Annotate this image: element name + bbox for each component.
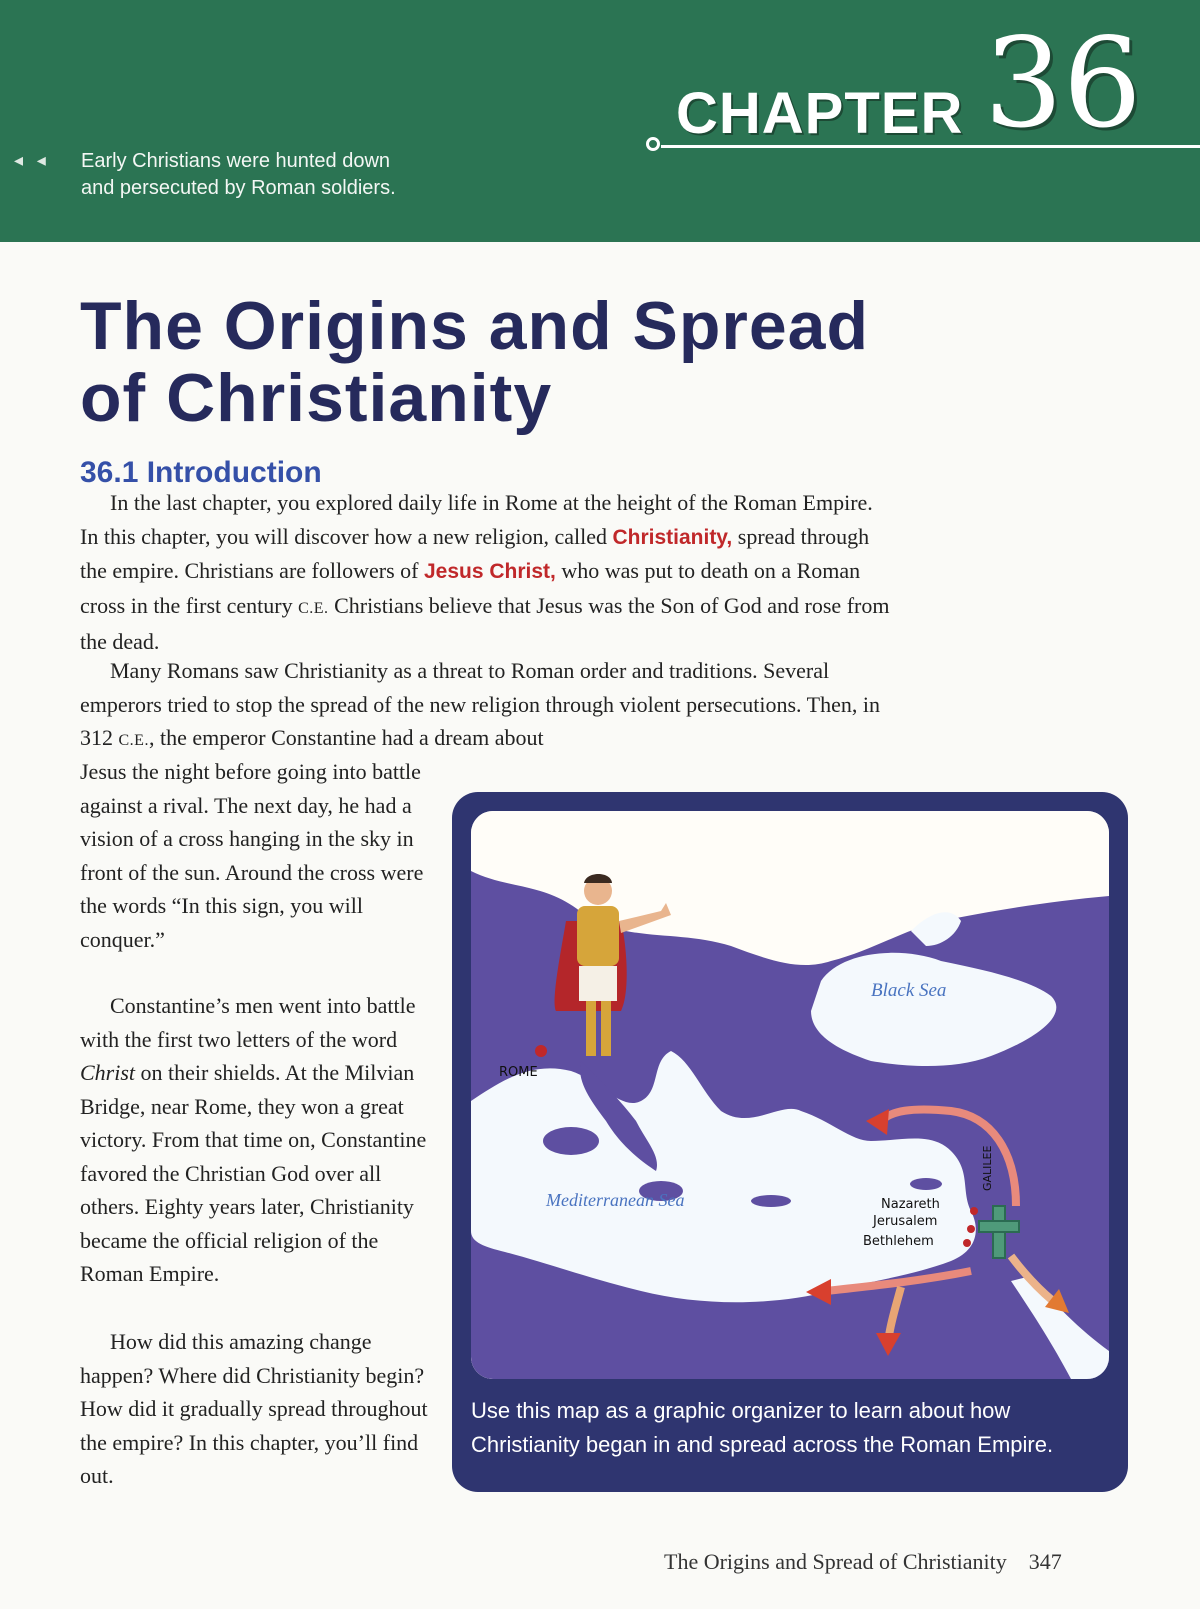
italic-word-christ: Christ <box>80 1060 136 1085</box>
header-caption-line: and persecuted by Roman soldiers. <box>81 177 396 199</box>
text-run: Constantine’s men went into battle with the first two letters of the word <box>80 993 416 1052</box>
intro-paragraph-3 <box>80 989 430 1291</box>
map-island-cyprus <box>910 1178 942 1190</box>
map-label-rome: ROME <box>499 1065 538 1080</box>
footer-title: The Origins and Spread of Christianity <box>664 1549 1007 1574</box>
section-heading: 36.1 Introduction <box>80 456 322 489</box>
intro-paragraph-4: How did this amazing change happen? Where did Christianity begin? How did it gradually spread throughout the empire? In this chapter, you’ll find out. <box>80 1329 428 1488</box>
bethlehem-marker <box>963 1239 971 1247</box>
map-label-black-sea: Black Sea <box>871 980 947 1001</box>
map-island-crete <box>751 1195 791 1207</box>
map-label-jerusalem: Jerusalem <box>873 1214 938 1229</box>
chapter-number: 36 <box>984 12 1142 156</box>
jerusalem-marker <box>967 1225 975 1233</box>
key-term-jesus-christ: Jesus Christ, <box>423 560 556 583</box>
text-run: Many Romans saw Christianity as a threat to Roman order and traditions. Several emperors tried to stop the spread of the new religion through violent persecutions. Then, in 312 <box>80 658 880 750</box>
text-run: Christians believe that Jesus was the Son of God and rose from the dead. <box>80 592 890 654</box>
chapter-header-band <box>0 0 1200 242</box>
text-run: on their shields. At the Milvian Bridge, near Rome, they won a great victory. From that time on, Constantine favored the Christian God over all others. Eighty years later, Christianity became the official religion of the Roman Empire. <box>80 1060 427 1286</box>
map-graphic-organizer <box>452 792 1128 1492</box>
map-caption: Use this map as a graphic organizer to learn about how Christianity began in and spread across the Roman Empire. <box>471 1398 1054 1457</box>
header-photo-caption <box>81 148 501 202</box>
map-label-galilee: GALILEE <box>981 1145 994 1191</box>
page-number: 347 <box>1028 1549 1062 1574</box>
page-title <box>80 290 980 434</box>
text-run: In the last chapter, you explored daily life in Rome at the height of the Roman Empire. In this chapter, you will discover how a new religion, called <box>80 490 873 549</box>
intro-paragraph-2 <box>80 654 890 758</box>
map-label-nazareth: Nazareth <box>881 1197 940 1212</box>
chapter-label: CHAPTER <box>676 81 964 146</box>
era-abbreviation: C.E. <box>298 599 329 617</box>
header-caption-line: Early Christians were hunted down <box>81 150 391 172</box>
roman-empire-map <box>471 811 1109 1379</box>
rome-marker <box>535 1045 547 1057</box>
text-run: , the emperor Constantine had a dream about <box>148 725 544 750</box>
chapter-line-dot <box>646 137 660 151</box>
intro-paragraph-1 <box>80 486 890 659</box>
intro-paragraph-2-continued: Jesus the night before going into battle against a rival. The next day, he had a vision of a cross hanging in the sky in front of the sun. Around the cross were the words “In this sign, you will conquer.” <box>80 759 424 952</box>
page-footer <box>664 1549 1062 1575</box>
key-term-christianity: Christianity, <box>612 525 733 549</box>
back-arrows-icon: ◂ ◂ <box>14 150 50 171</box>
map-island-sardinia <box>543 1127 599 1155</box>
map-label-bethlehem: Bethlehem <box>863 1234 934 1249</box>
page-title-line: of Christianity <box>80 360 553 436</box>
text-run: who was put to death on a Roman cross in the first century <box>80 558 861 618</box>
era-abbreviation: C.E. <box>118 732 149 749</box>
nazareth-marker <box>970 1207 978 1215</box>
map-label-mediterranean: Mediterranean Sea <box>546 1190 685 1210</box>
page-title-line: The Origins and Spread <box>80 288 870 364</box>
text-run: spread through the empire. Christians are followers of <box>80 523 870 583</box>
